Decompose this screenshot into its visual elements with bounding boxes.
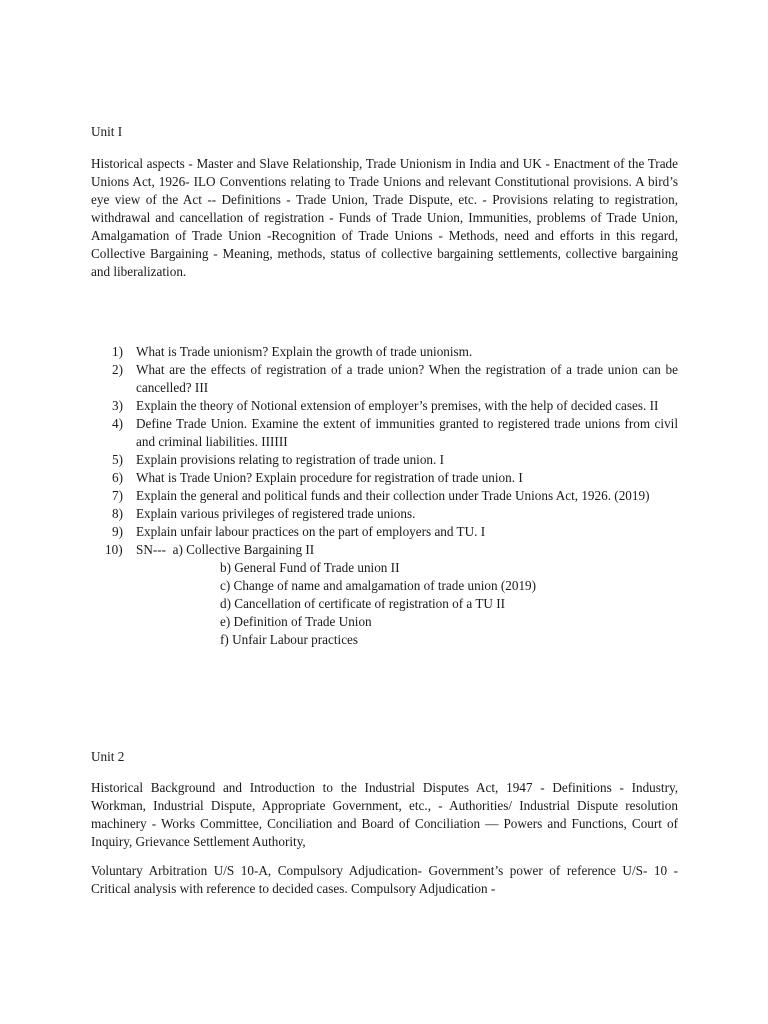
question-number: 7) [112, 488, 123, 503]
question-text: What are the effects of registration of a trade union? When the registration of a trade union can be cancelled? III [136, 362, 678, 395]
question-item [91, 469, 678, 487]
short-note-item [136, 541, 678, 559]
question-text: Explain the theory of Notional extension of employer’s premises, with the help of decided cases. II [136, 398, 659, 413]
question-text: What is Trade unionism? Explain the growth of trade unionism. [136, 344, 473, 359]
question-item [91, 451, 678, 469]
question-text: What is Trade Union? Explain procedure for registration of trade union. I [136, 470, 523, 485]
question-text: Define Trade Union. Examine the extent of immunities granted to registered trade unions from civil and criminal liabilities. IIIIII [136, 416, 678, 449]
question-item [91, 361, 678, 397]
unit2-paragraph-2: Voluntary Arbitration U/S 10-A, Compulsory Adjudication- Government’s power of reference U/S- 10 - Critical analysis with reference to decided cases. Compulsory Adjudication - [91, 863, 678, 896]
question-item [91, 523, 678, 541]
question-text: Explain various privileges of registered trade unions. [136, 506, 416, 521]
question-item [91, 505, 678, 523]
question-number: 5) [112, 452, 123, 467]
question-number: 2) [112, 362, 123, 377]
question-item [91, 487, 678, 505]
question-number: 1) [112, 344, 123, 359]
question-text: Explain provisions relating to registration of trade union. I [136, 452, 445, 467]
unit1-paragraph: Historical aspects - Master and Slave Relationship, Trade Unionism in India and UK - Enactment of the Trade Unions Act, 1926- ILO Conventions relating to Trade Unions and relevant Constitutional provisions. A bird’s eye view of the Act -- Definitions - Trade Union, Trade Dispute, etc. - Provisions relating to registration, withdrawal and cancellation of registration - Funds of Trade Union, Immunities, problems of Trade Union, Amalgamation of Trade Union -Recognition of Trade Unions - Methods, need and efforts in this regard, Collective Bargaining - Meaning, methods, status of collective bargaining settlements, collective bargaining and liberalization. [91, 156, 678, 279]
question-item [91, 415, 678, 451]
question-number: 10) [105, 542, 123, 557]
question-number: 3) [112, 398, 123, 413]
question-item [91, 397, 678, 415]
short-notes-list [136, 541, 678, 649]
unit2-heading: Unit 2 [91, 749, 125, 764]
short-note-item: c) Change of name and amalgamation of trade union (2019) [220, 578, 537, 593]
question-number: 8) [112, 506, 123, 521]
question-number: 6) [112, 470, 123, 485]
unit1-question-list [91, 343, 678, 649]
short-note-item: f) Unfair Labour practices [220, 632, 359, 647]
question-number: 4) [112, 416, 123, 431]
short-note-item: b) General Fund of Trade union II [220, 560, 400, 575]
short-note-text: a) Collective Bargaining II [172, 542, 315, 557]
short-notes-prefix: SN--- [136, 542, 167, 557]
question-item [91, 343, 678, 361]
question-text: Explain unfair labour practices on the part of employers and TU. I [136, 524, 486, 539]
question-text: Explain the general and political funds and their collection under Trade Unions Act, 1926. (2019) [136, 488, 650, 503]
question-item-short-notes [91, 541, 678, 649]
short-note-item: e) Definition of Trade Union [220, 614, 372, 629]
short-note-item: d) Cancellation of certificate of registration of a TU II [220, 596, 505, 611]
question-number: 9) [112, 524, 123, 539]
unit1-heading: Unit I [91, 124, 123, 139]
unit2-paragraph-1: Historical Background and Introduction to the Industrial Disputes Act, 1947 - Definitions - Industry, Workman, Industrial Dispute, Appropriate Government, etc., - Authorities/ Industrial Dispute resolution machinery - Works Committee, Conciliation and Board of Conciliation — Powers and Functions, Court of Inquiry, Grievance Settlement Authority, [91, 780, 678, 849]
